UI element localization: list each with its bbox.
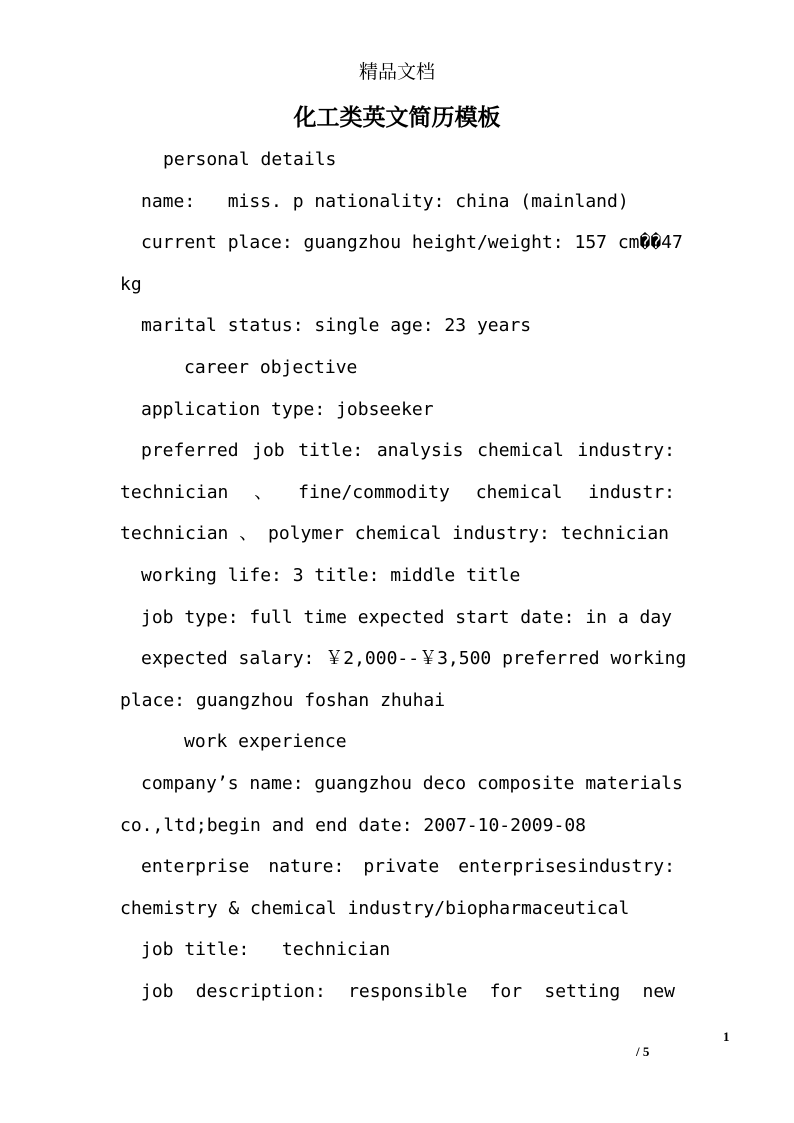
text-line-job-type: job type: full time expected start date: in a day	[141, 607, 673, 628]
page-header: 精品文档	[358, 61, 435, 83]
section-heading-work-experience: work experience	[184, 731, 347, 752]
page-number-total: / 5	[636, 1044, 650, 1059]
text-line-job-description	[141, 980, 675, 1004]
word: setting	[544, 981, 621, 1002]
document-title: 化工类英文简历模板	[293, 105, 501, 131]
text-line-current-place-cont: kg	[120, 274, 142, 295]
text-line-preferred-place: place: guangzhou foshan zhuhai	[120, 690, 446, 711]
word: nature:	[268, 856, 345, 877]
text-line-company-dates: co.,ltd;begin and end date: 2007-10-2009-08	[120, 815, 586, 836]
word: technician	[120, 482, 229, 503]
word: chemical	[477, 440, 564, 461]
text-line-expected-salary: expected salary: ￥2,000--￥3,500 preferred working	[141, 648, 687, 669]
section-heading-personal-details: personal details	[163, 149, 337, 170]
text-line-working-life: working life: 3 title: middle title	[141, 565, 521, 586]
word: for	[489, 981, 523, 1002]
word: preferred	[141, 440, 239, 461]
word: industry:	[577, 440, 675, 461]
text-line-industry: chemistry & chemical industry/biopharmaceutical	[120, 898, 630, 919]
text-line-company-name: company’s name: guangzhou deco composite materials	[141, 773, 683, 794]
word: responsible	[348, 981, 468, 1002]
text-line-current-place: current place: guangzhou height/weight: 157 cm��47	[141, 232, 683, 253]
text-line-name-nationality: name: miss. p nationality: china (mainland)	[141, 191, 629, 212]
section-heading-career-objective: career objective	[184, 357, 358, 378]
text-line-application-type: application type: jobseeker	[141, 399, 434, 420]
word: analysis	[376, 440, 464, 461]
word: chemical	[475, 482, 563, 503]
word: description:	[195, 981, 326, 1002]
word: 、	[254, 482, 273, 503]
text-line-job-title: job title: technician	[141, 939, 391, 960]
text-line-marital-status: marital status: single age: 23 years	[141, 315, 532, 336]
page-number-current: 1	[723, 1029, 730, 1044]
text-line-preferred-job-end: technician 、 polymer chemical industry: technician	[120, 523, 670, 544]
word: title:	[298, 440, 364, 461]
word: fine/commodity	[298, 482, 450, 503]
text-line-enterprise-nature	[141, 855, 675, 879]
word: job	[141, 981, 174, 1002]
word: enterprisesindustry:	[458, 856, 675, 877]
word: industr:	[588, 482, 675, 503]
word: new	[642, 981, 675, 1002]
word: private	[363, 856, 440, 877]
word: job	[252, 440, 285, 461]
word: enterprise	[141, 856, 250, 877]
text-line-preferred-job	[141, 439, 675, 463]
text-line-preferred-job-cont	[120, 481, 675, 505]
